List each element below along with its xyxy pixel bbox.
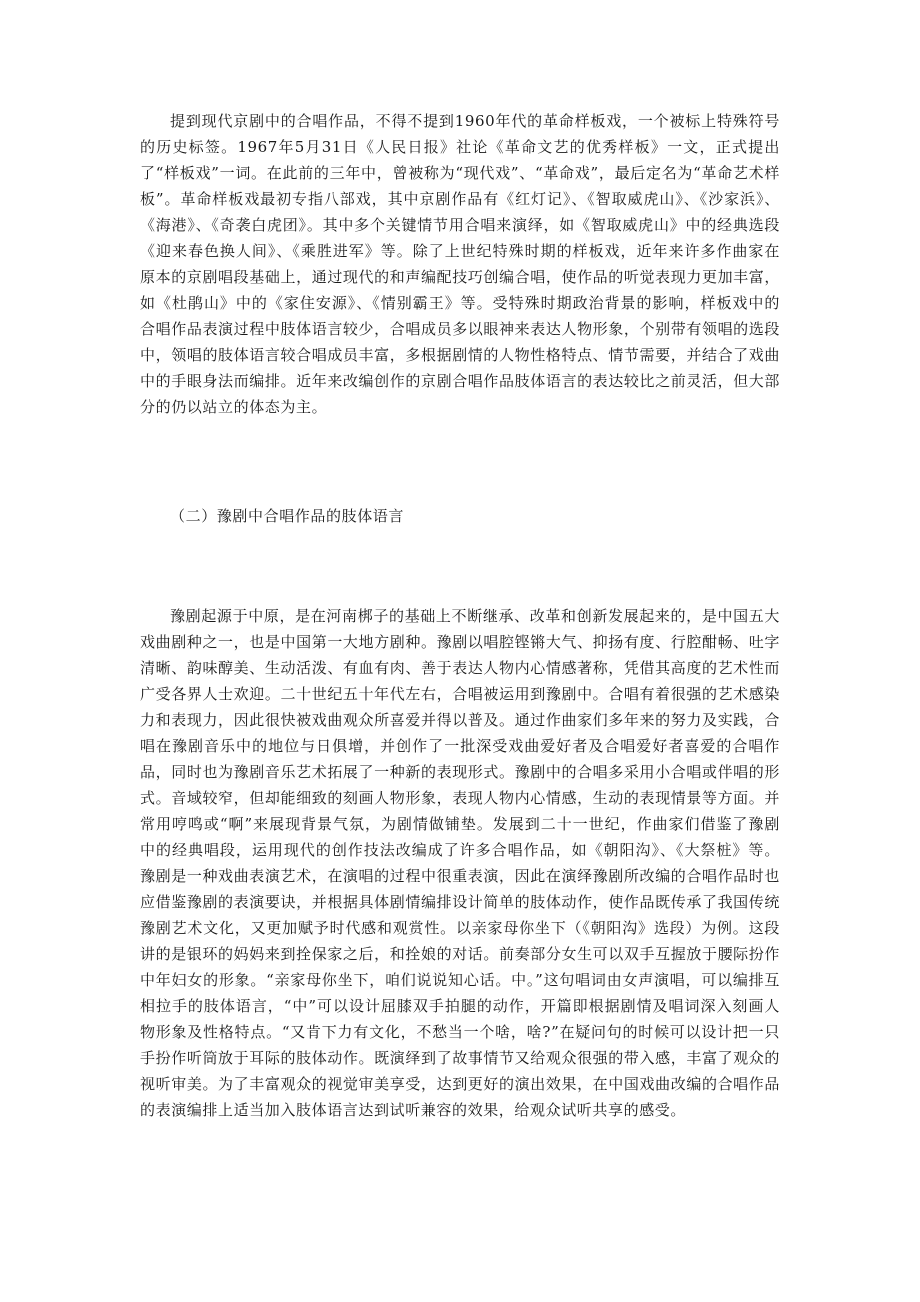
paragraph-henan-opera-chorus: 豫剧起源于中原，是在河南梆子的基础上不断继承、改革和创新发展起来的，是中国五大戏曲剧种之一，也是中国第一大地方剧种。豫剧以唱腔铿锵大气、抑扬有度、行腔酣畅、吐字清晰、韵味醇美、生动活泼、有血有肉、善于表达人物内心情感著称，凭借其高度的艺术性而广受各界人士欢迎。二十世纪五十年代左右，合唱被运用到豫剧中。合唱有着很强的艺术感染力和表现力，因此很快被戏曲观众所喜爱并得以普及。通过作曲家们多年来的努力及实践，合唱在豫剧音乐中的地位与日俱增，并创作了一批深受戏曲爱好者及合唱爱好者喜爱的合唱作品，同时也为豫剧音乐艺术拓展了一种新的表现形式。豫剧中的合唱多采用小合唱或伴唱的形式。音域较窄，但却能细致的刻画人物形象，表现人物内心情感，生动的表现情景等方面。并常用哼鸣或“啊”来展现背景气氛，为剧情做铺垫。发展到二十一世纪，作曲家们借鉴了豫剧中的经典唱段，运用现代的创作技法改编成了许多合唱作品，如《朝阳沟》、《大祭桩》等。豫剧是一种戏曲表演艺术，在演唱的过程中很重表演，因此在演绎豫剧所改编的合唱作品时也应借鉴豫剧的表演要诀，并根据具体剧情编排设计简单的肢体动作，使作品既传承了我国传统豫剧艺术文化，又更加赋予时代感和观赏性。以亲家母你坐下（《朝阳沟》选段）为例。这段讲的是银环的妈妈来到拴保家之后，和拴娘的对话。前奏部分女生可以双手互握放于腰际扮作中年妇女的形象。“亲家母你坐下，咱们说说知心话。中。”这句唱词由女声演唱，可以编排互相拉手的肢体语言，“中”可以设计屈膝双手拍腿的动作，开篇即根据剧情及唱词深入刻画人物形象及性格特点。“又肯下力有文化，不愁当一个啥，啥?”在疑问句的时候可以设计把一只手扮作听筒放于耳际的肢体动作。既演绎到了故事情节又给观众很强的带入感，丰富了观众的视听审美。为了丰富观众的视觉审美享受，达到更好的演出效果，在中国戏曲改编的合唱作品的表演编排上适当加入肢体语言达到试听兼容的效果，给观众试听共享的感受。 [140, 607, 780, 1119]
paragraph-peking-opera-chorus: 提到现代京剧中的合唱作品，不得不提到1960年代的革命样板戏，一个被标上特殊符号的历史标签。1967年5月31日《人民日报》社论《革命文艺的优秀样板》一文，正式提出了“样板戏”一词。在此前的三年中，曾被称为“现代戏”、“革命戏”，最后定名为“革命艺术样板”。革命样板戏最初专指八部戏，其中京剧作品有《红灯记》、《智取威虎山》、《沙家浜》、《海港》、《奇袭白虎团》。其中多个关键情节用合唱来演绎，如《智取威虎山》中的经典选段《迎来春色换人间》、《乘胜进军》等。除了上世纪特殊时期的样板戏，近年来许多作曲家在原本的京剧唱段基础上，通过现代的和声编配技巧创编合唱，使作品的听觉表现力更加丰富，如《杜鹃山》中的《家住安源》、《情别霸王》等。受特殊时期政治背景的影响，样板戏中的合唱作品表演过程中肢体语言较少，合唱成员多以眼神来表达人物形象，个别带有领唱的选段中，领唱的肢体语言较合唱成员丰富，多根据剧情的人物性格特点、情节需要，并结合了戏曲中的手眼身法而编排。近年来改编创作的京剧合唱作品肢体语言的表达较比之前灵活，但大部分的仍以站立的体态为主。 [140, 112, 780, 416]
section-heading-henan-opera: （二）豫剧中合唱作品的肢体语言 [170, 507, 405, 525]
